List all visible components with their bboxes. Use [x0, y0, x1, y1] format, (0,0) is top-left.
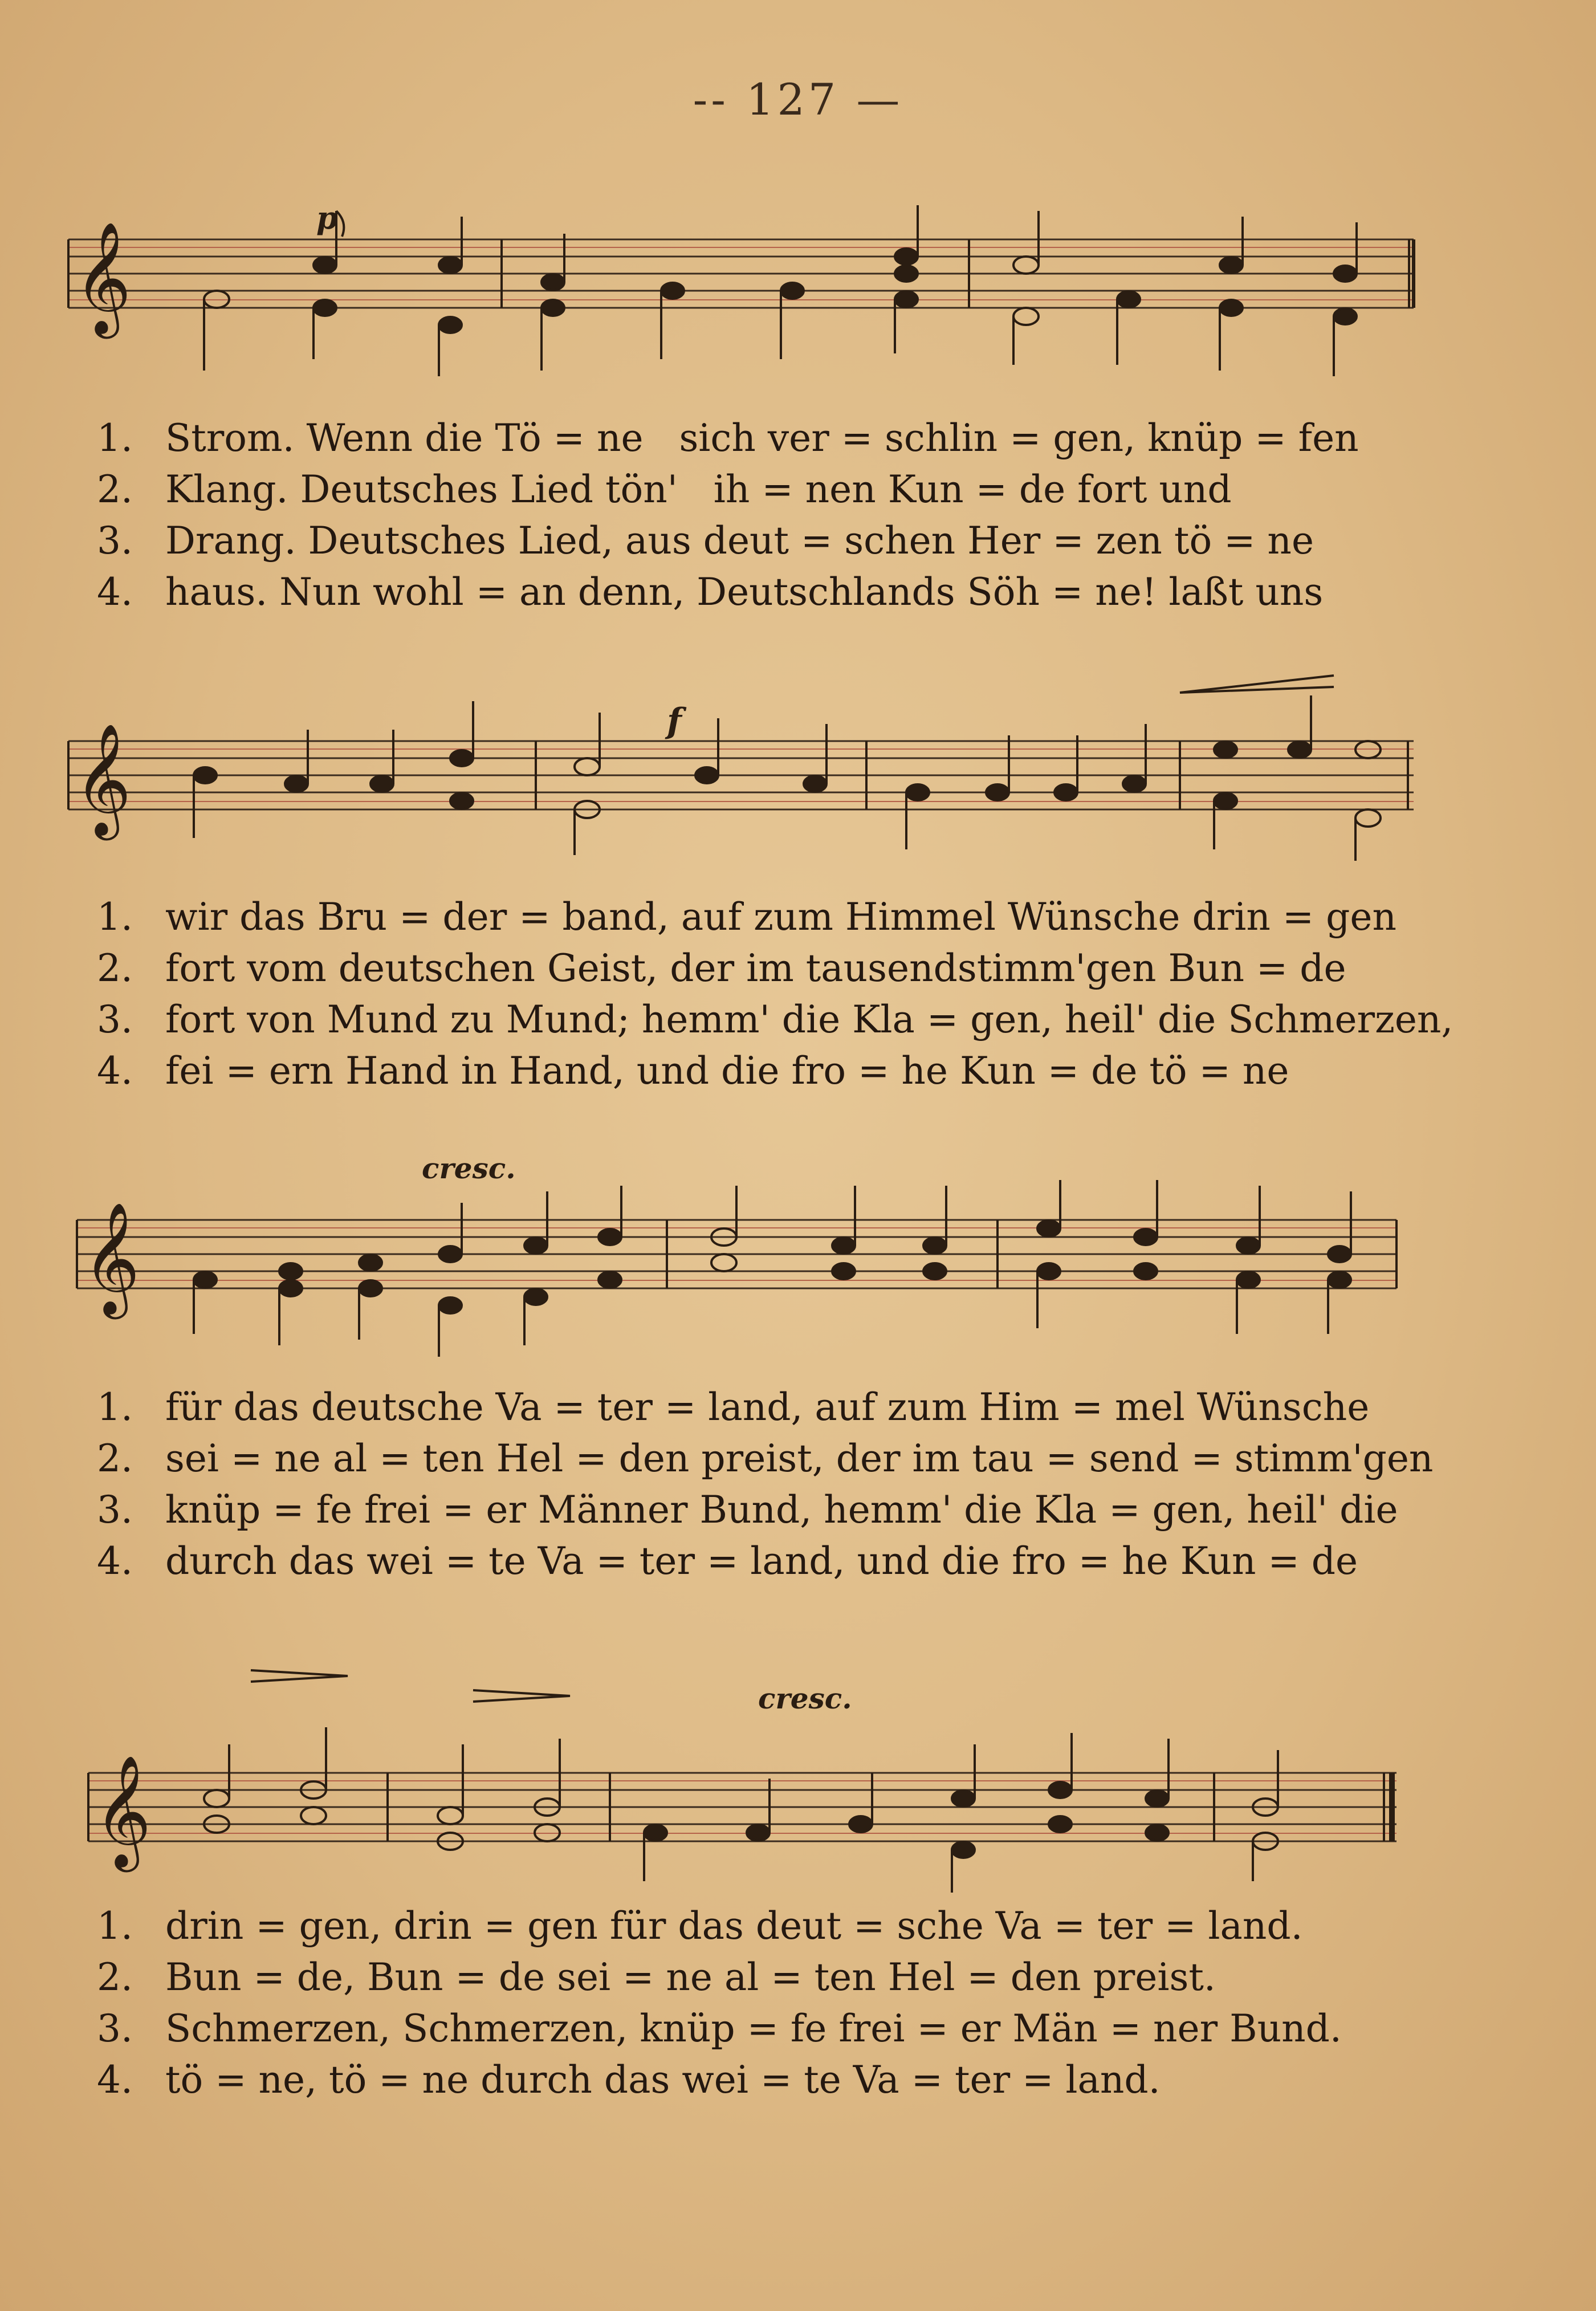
lyric-line — [97, 1049, 1453, 1100]
verse-number: 4. — [97, 2058, 133, 2102]
staff-2 — [63, 667, 1419, 884]
dynamic-marking: cresc. — [422, 1152, 516, 1185]
verse-number: 1. — [97, 416, 133, 460]
lyric-line — [97, 1955, 1342, 2007]
lyric-text: Drang. Deutsches Lied, aus deut = schen Her = zen tö = ne — [165, 519, 1314, 563]
lyrics-block-3 — [97, 1385, 1433, 1590]
verse-number: 2. — [97, 467, 133, 511]
verse-number: 3. — [97, 1488, 133, 1532]
treble-clef-icon: 𝄞 — [83, 1202, 140, 1315]
dynamic-marking: cresc. — [758, 1682, 852, 1715]
lyric-text: Klang. Deutsches Lied tön' ih = nen Kun = de fort und — [165, 467, 1232, 511]
lyric-line — [97, 467, 1359, 519]
staff-4 — [63, 1653, 1419, 1893]
verse-number: 1. — [97, 1385, 133, 1429]
verse-number: 1. — [97, 895, 133, 939]
dynamic-marking: p — [316, 200, 338, 236]
lyric-line — [97, 895, 1453, 946]
staff-1 — [63, 188, 1419, 405]
verse-number: 3. — [97, 519, 133, 563]
lyric-text: wir das Bru = der = band, auf zum Himmel Wünsche drin = gen — [165, 895, 1396, 939]
lyric-text: fei = ern Hand in Hand, und die fro = he Kun = de tö = ne — [165, 1049, 1289, 1093]
lyric-line — [97, 2058, 1342, 2109]
lyrics-block-4 — [97, 1904, 1342, 2109]
lyrics-block-2 — [97, 895, 1453, 1100]
lyric-text: für das deutsche Va = ter = land, auf zum Him = mel Wünsche — [165, 1385, 1370, 1429]
page-number: -- 127 — — [693, 74, 903, 125]
staff-3 — [63, 1157, 1419, 1374]
lyric-line — [97, 1539, 1433, 1590]
decrescendo-hairpins — [251, 1670, 570, 1702]
verse-number: 2. — [97, 946, 133, 990]
lyric-line — [97, 998, 1453, 1049]
lyric-line — [97, 1904, 1342, 1955]
lyrics-block-1 — [97, 416, 1359, 621]
notes — [194, 1180, 1351, 1357]
staff-lines — [68, 741, 1414, 809]
lyric-text: durch das wei = te Va = ter = land, und die fro = he Kun = de — [165, 1539, 1358, 1583]
lyric-line — [97, 946, 1453, 998]
lyric-text: Bun = de, Bun = de sei = ne al = ten Hel = den preist. — [165, 1955, 1216, 1999]
notes — [204, 1727, 1278, 1893]
lyric-text: fort von Mund zu Mund; hemm' die Kla = gen, heil' die Schmerzen, — [165, 998, 1453, 1041]
staff-lines — [68, 239, 1414, 308]
lyric-text: Strom. Wenn die Tö = ne sich ver = schlin = gen, knüp = fen — [165, 416, 1359, 460]
verse-number: 2. — [97, 1955, 133, 1999]
lyric-text: drin = gen, drin = gen für das deut = sche Va = ter = land. — [165, 1904, 1303, 1948]
treble-clef-icon: 𝄞 — [74, 221, 132, 334]
crescendo-hairpin — [1180, 676, 1334, 693]
lyric-line — [97, 416, 1359, 467]
verse-number: 4. — [97, 1539, 133, 1583]
lyric-line — [97, 519, 1359, 570]
lyric-line — [97, 1437, 1433, 1488]
lyric-line — [97, 570, 1359, 621]
verse-number: 3. — [97, 2007, 133, 2050]
lyric-line — [97, 2007, 1342, 2058]
lyric-text: haus. Nun wohl = an denn, Deutschlands Söh = ne! laßt uns — [165, 570, 1324, 614]
staff-lines — [88, 1773, 1396, 1841]
verse-number: 4. — [97, 570, 133, 614]
treble-clef-icon: 𝄞 — [74, 723, 132, 836]
lyric-text: knüp = fe frei = er Männer Bund, hemm' die Kla = gen, heil' die — [165, 1488, 1398, 1532]
verse-number: 4. — [97, 1049, 133, 1093]
notes — [194, 695, 1381, 861]
lyric-line — [97, 1385, 1433, 1437]
lyric-text: sei = ne al = ten Hel = den preist, der im tau = send = stimm'gen — [165, 1437, 1434, 1480]
verse-number: 2. — [97, 1437, 133, 1480]
verse-number: 3. — [97, 998, 133, 1041]
dynamic-marking: f — [667, 701, 682, 741]
verse-number: 1. — [97, 1904, 133, 1948]
treble-clef-icon: 𝄞 — [94, 1755, 152, 1867]
lyric-text: Schmerzen, Schmerzen, knüp = fe frei = er Män = ner Bund. — [165, 2007, 1342, 2050]
lyric-line — [97, 1488, 1433, 1539]
lyric-text: fort vom deutschen Geist, der im tausendstimm'gen Bun = de — [165, 946, 1346, 990]
lyric-text: tö = ne, tö = ne durch das wei = te Va = ter = land. — [165, 2058, 1161, 2102]
